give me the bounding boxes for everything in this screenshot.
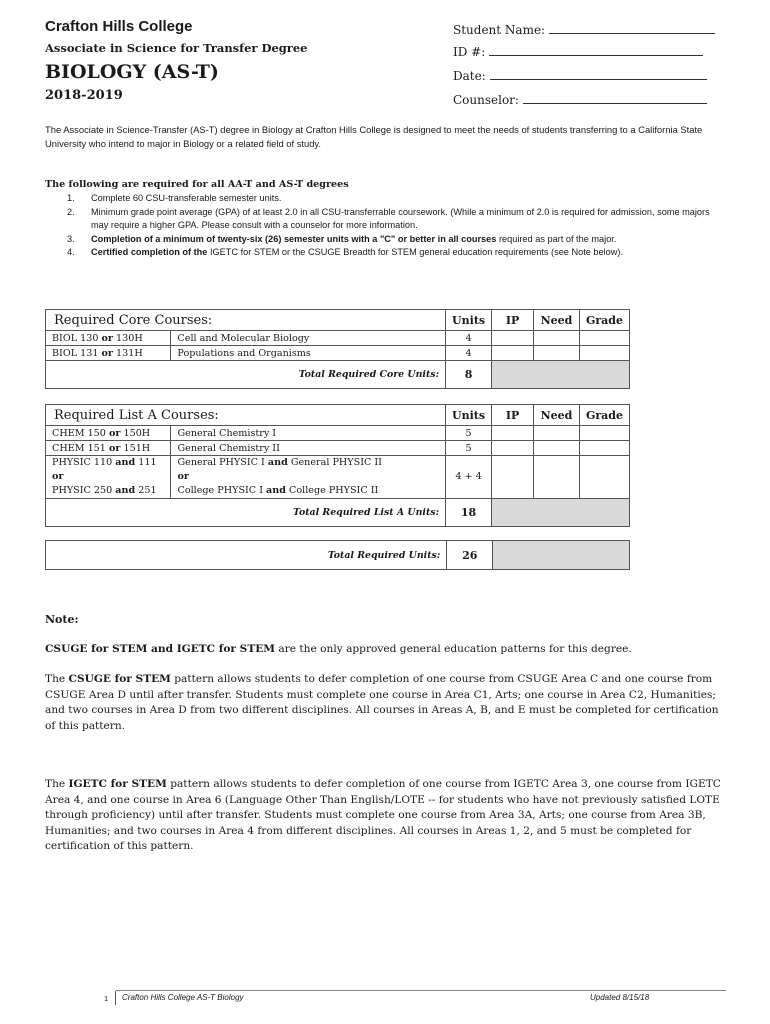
list-a-total-label: Total Required List A Units: (46, 499, 446, 527)
grade-header: Grade (579, 405, 629, 426)
units-header: Units (446, 310, 492, 331)
grade-cell[interactable] (579, 331, 629, 346)
degree-title: Associate in Science for Transfer Degree (45, 41, 308, 55)
grade-cell[interactable] (579, 426, 629, 441)
requirements-heading: The following are required for all AA-T and AS-T degrees (45, 179, 349, 190)
need-cell[interactable] (533, 346, 579, 361)
footer-separator (115, 991, 116, 1005)
list-item: 4. Certified completion of the IGETC for STEM or the CSUGE Breadth for STEM general education requirements (see Note below). (67, 247, 624, 257)
table-row (46, 346, 630, 361)
shaded-cell (493, 541, 630, 570)
grade-header: Grade (579, 310, 629, 331)
catalog-year: 2018-2019 (45, 88, 123, 103)
id-field[interactable] (453, 43, 703, 59)
ip-cell[interactable] (492, 346, 534, 361)
grade-cell[interactable] (579, 346, 629, 361)
list-a-courses-table (45, 404, 630, 527)
core-total-label: Total Required Core Units: (46, 361, 446, 389)
note-heading: Note: (45, 613, 79, 626)
grade-cell[interactable] (579, 456, 629, 499)
counselor-label: Counselor: (453, 93, 519, 107)
list-a-total-units: 18 (446, 499, 492, 527)
course-code: CHEM 150 or 150H (46, 426, 171, 441)
total-row (46, 541, 630, 570)
date-label: Date: (453, 69, 486, 83)
total-row (46, 499, 630, 527)
total-row (46, 361, 630, 389)
ip-cell[interactable] (492, 331, 534, 346)
course-units: 5 (446, 426, 492, 441)
counselor-line[interactable] (523, 91, 707, 104)
student-name-label: Student Name: (453, 23, 546, 37)
footer-divider (116, 990, 726, 991)
need-cell[interactable] (533, 456, 579, 499)
student-name-line[interactable] (549, 21, 715, 34)
need-cell[interactable] (533, 331, 579, 346)
course-units: 4 (446, 346, 492, 361)
table-row (46, 456, 630, 499)
table-header-row (46, 310, 630, 331)
units-header: Units (446, 405, 492, 426)
major-title: BIOLOGY (AS-T) (45, 61, 219, 83)
date-field[interactable] (453, 67, 707, 83)
note-paragraph-csuge: The CSUGE for STEM pattern allows students to defer completion of one course from CSUGE Area C and one course from CSUGE Area D until after transfer. Students must complete one course in Area C1, Arts; one course in Area C2, Humanities; and two courses in Area D from two different disciplines. All courses in Areas A, B, and E must be completed for certification of this pattern. (45, 673, 719, 732)
footer-document-name: Crafton Hills College AS-T Biology (122, 993, 244, 1002)
id-line[interactable] (489, 43, 703, 56)
course-code: PHYSIC 110 and 111 or PHYSIC 250 and 251 (46, 456, 171, 499)
date-line[interactable] (490, 67, 707, 80)
intro-paragraph: The Associate in Science-Transfer (AS-T) degree in Biology at Crafton Hills College is designed to meet the needs of students transferring to a California State University who intend to major in Biology or a related field of study. (45, 124, 703, 149)
table-row (46, 331, 630, 346)
core-courses-table (45, 309, 630, 389)
page-number: 1 (104, 994, 109, 1003)
ip-header: IP (492, 405, 534, 426)
grand-total-units: 26 (447, 541, 493, 570)
course-units: 4 (446, 331, 492, 346)
counselor-field[interactable] (453, 91, 707, 107)
ip-cell[interactable] (492, 456, 534, 499)
shaded-cell (492, 499, 630, 527)
course-code: CHEM 151 or 151H (46, 441, 171, 456)
need-header: Need (533, 405, 579, 426)
footer-updated-date: Updated 8/15/18 (590, 993, 650, 1002)
course-name: Populations and Organisms (171, 346, 446, 361)
note-paragraph-igetc: The IGETC for STEM pattern allows students to defer completion of one course from IGETC Area 3, one course from IGETC Area 4, and one course in Area 6 (Language Other Than English/LOTE -- for students who have not previously satisfied LOTE through proficiency) until after transfer. Students must complete one course from Area 3A, Arts; one course from Area 3B, Humanities; and two courses in Area 4 from different disciplines. All courses in Areas 1, 2, and 5 must be completed for certification of this pattern. (45, 778, 721, 852)
course-units: 5 (446, 441, 492, 456)
course-name: General Chemistry II (171, 441, 446, 456)
course-name: General PHYSIC I and General PHYSIC II or College PHYSIC I and College PHYSIC II (171, 456, 446, 499)
grand-total-label: Total Required Units: (46, 541, 447, 570)
table-row (46, 426, 630, 441)
ip-cell[interactable] (492, 441, 534, 456)
list-item: 1. Complete 60 CSU-transferable semester units. (67, 193, 282, 203)
core-title: Required Core Courses: (46, 310, 446, 331)
grand-total-table (45, 540, 630, 570)
requirements-list (45, 192, 725, 260)
note-paragraph-1: CSUGE for STEM and IGETC for STEM are the only approved general education patterns for this degree. (45, 643, 632, 655)
course-name: General Chemistry I (171, 426, 446, 441)
ip-cell[interactable] (492, 426, 534, 441)
grade-cell[interactable] (579, 441, 629, 456)
table-header-row (46, 405, 630, 426)
course-name: Cell and Molecular Biology (171, 331, 446, 346)
student-name-field[interactable] (453, 21, 715, 37)
core-total-units: 8 (446, 361, 492, 389)
list-item: 3. Completion of a minimum of twenty-six (26) semester units with a "C" or better in all courses required as part of the major. (67, 233, 617, 244)
id-label: ID #: (453, 45, 486, 59)
table-row (46, 441, 630, 456)
shaded-cell (492, 361, 630, 389)
school-name: Crafton Hills College (45, 18, 193, 35)
need-cell[interactable] (533, 441, 579, 456)
course-units: 4 + 4 (446, 456, 492, 499)
course-code: BIOL 130 or 130H (46, 331, 171, 346)
list-item: 2. Minimum grade point average (GPA) of at least 2.0 in all CSU-transferrable coursework. (While a minimum of 2.0 is required for admission, some majors may require a higher GPA. Please consult with a counselor for more information. (67, 206, 710, 230)
need-cell[interactable] (533, 426, 579, 441)
need-header: Need (533, 310, 579, 331)
list-a-title: Required List A Courses: (46, 405, 446, 426)
course-code: BIOL 131 or 131H (46, 346, 171, 361)
ip-header: IP (492, 310, 534, 331)
